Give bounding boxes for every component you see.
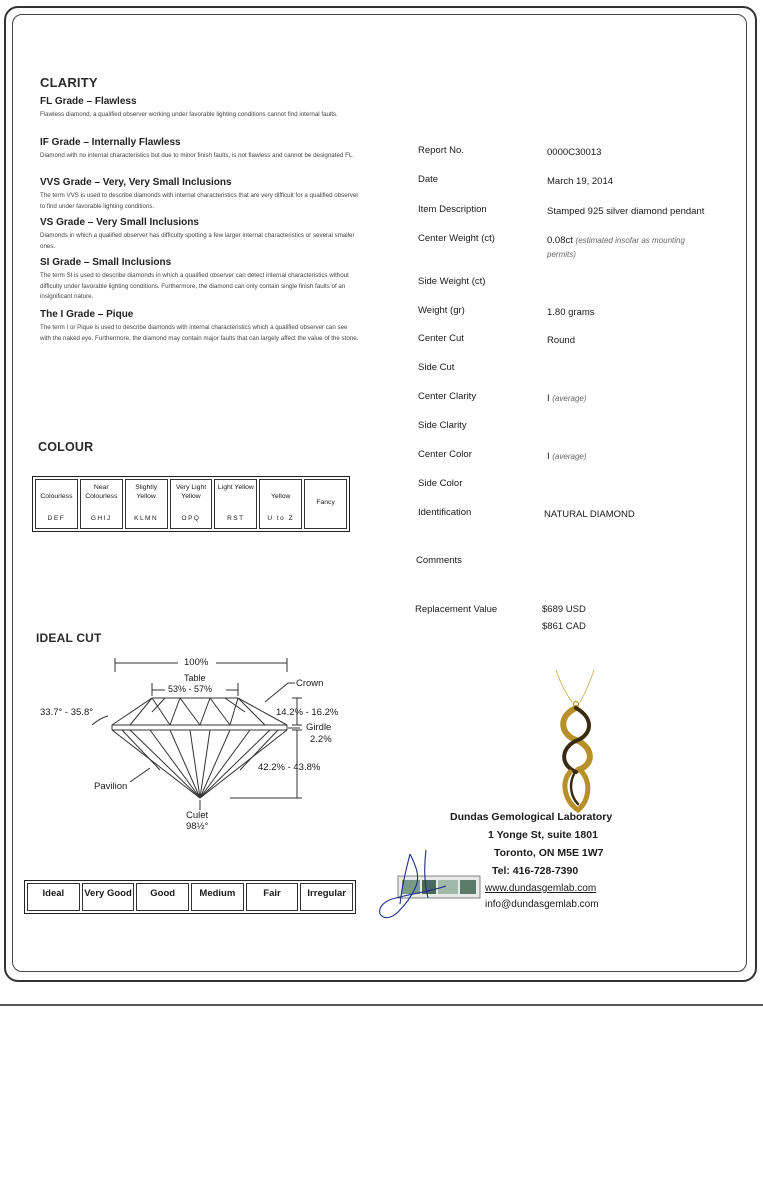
grade-if-heading: IF Grade – Internally Flawless <box>40 137 181 148</box>
grade-vvs-text: The term VVS is used to describe diamonds with internal characteristics that are very difficult for a qualified observer to find under favorable lighting conditions. <box>40 192 359 210</box>
colour-cell-name: Yellow <box>271 493 291 500</box>
cut-grade-irregular: Irregular <box>300 883 353 911</box>
lab-phone: Tel: 416-728-7390 <box>492 865 579 877</box>
cut-grade-ideal: Ideal <box>27 883 80 911</box>
colour-cell-code: U to Z <box>267 515 295 522</box>
cut-grade-fair: Fair <box>246 883 299 911</box>
lab-address-2: Toronto, ON M5E 1W7 <box>494 847 604 859</box>
colour-cell-fancy <box>304 479 347 529</box>
grade-i-text: The term I or Pique is used to describe diamonds with internal characteristics which a qualified observer can see with the naked eye. Furthermore, the diamond may contain major faults that can largely affect the value of the stone. <box>40 324 359 342</box>
field-value-replacement-cad: $861 CAD <box>542 621 586 632</box>
cut-girdle-label: Girdle <box>306 722 332 733</box>
colour-cell-code: GHIJ <box>90 515 112 522</box>
colour-cell-code: KLMN <box>134 515 159 522</box>
field-label: Center Cut <box>418 333 464 344</box>
grade-i-heading: The I Grade – Pique <box>40 309 134 320</box>
field-label: Replacement Value <box>415 604 498 615</box>
ideal-cut-title: IDEAL CUT <box>36 631 102 645</box>
field-value-weight: 1.80 grams <box>547 307 595 318</box>
center-weight-value: 0.08ct <box>547 235 573 246</box>
center-weight-note: (estimated insofar as mounting permits) <box>547 236 685 259</box>
field-value-identification: NATURAL DIAMOND <box>544 509 635 520</box>
colour-cell-code: RST <box>227 515 245 522</box>
cut-crown-height: 14.2% - 16.2% <box>276 707 339 718</box>
colour-cell-name: Near Colourless <box>85 484 118 500</box>
center-clarity-note: (average) <box>552 394 587 403</box>
field-value-center-color <box>547 451 587 462</box>
lab-address-1: 1 Yonge St, suite 1801 <box>488 829 598 841</box>
grade-vvs-heading: VVS Grade – Very, Very Small Inclusions <box>40 177 232 188</box>
colour-cell-name: Light Yellow <box>217 484 254 491</box>
field-label: Weight (gr) <box>418 305 465 316</box>
grade-fl-text: Flawless diamond, a qualified observer working under favorable lighting conditions cannot find internal faults. <box>40 111 338 118</box>
cut-table-label: Table <box>184 673 206 683</box>
cut-table-range: 53% - 57% <box>168 684 213 694</box>
lab-email: info@dundasgemlab.com <box>485 899 599 910</box>
field-label: Side Color <box>418 478 463 489</box>
colour-cell-name: Fancy <box>316 499 335 506</box>
lab-website-link[interactable]: www.dundasgemlab.com <box>485 883 597 894</box>
field-value-center-clarity <box>547 393 587 404</box>
cut-grade-medium: Medium <box>191 883 244 911</box>
field-label: Item Description <box>418 204 487 215</box>
grade-vs-heading: VS Grade – Very Small Inclusions <box>40 217 199 228</box>
colour-title: COLOUR <box>38 440 94 454</box>
colour-cell-light-yellow <box>214 479 257 529</box>
field-value-date: March 19, 2014 <box>547 176 614 187</box>
cut-pavilion-depth: 42.2% - 43.8% <box>258 762 321 773</box>
cut-culet-value: 98½° <box>186 821 209 832</box>
grade-si-heading: SI Grade – Small Inclusions <box>40 257 172 268</box>
center-clarity-value: I <box>547 393 550 404</box>
grade-vs-text: Diamonds in which a qualified observer has difficulty spotting a few larger internal characteristics or several smaller ones. <box>40 232 355 250</box>
cut-grade-good: Good <box>136 883 189 911</box>
lab-name: Dundas Gemological Laboratory <box>450 811 613 823</box>
colour-cell-name: Slightly Yellow <box>135 484 158 500</box>
colour-cell-very-light-yellow <box>170 479 213 529</box>
cut-girdle-value: 2.2% <box>310 734 332 745</box>
colour-scale-table <box>32 476 350 532</box>
field-label: Report No. <box>418 145 464 156</box>
field-value-replacement-usd: $689 USD <box>542 604 586 615</box>
field-value-item-description: Stamped 925 silver diamond pendant <box>547 206 705 217</box>
field-label: Side Clarity <box>418 420 467 431</box>
grade-fl-heading: FL Grade – Flawless <box>40 96 137 107</box>
grade-if-text: Diamond with no internal characteristics but due to minor finish faults, is not flawless and cannot be designated FL. <box>40 152 355 159</box>
cut-grade-table <box>24 880 356 914</box>
colour-cell-name: Very Light Yellow <box>175 484 207 500</box>
field-value-center-cut: Round <box>547 335 575 346</box>
signature-seal <box>376 846 486 926</box>
colour-cell-code: DEF <box>47 515 66 522</box>
field-label: Identification <box>418 507 472 518</box>
field-label: Date <box>418 174 439 185</box>
field-value-report-no: 0000C30013 <box>547 147 602 158</box>
field-label: Side Cut <box>418 362 455 373</box>
center-color-note: (average) <box>552 452 587 461</box>
center-color-value: I <box>547 451 550 462</box>
grade-si-text: The term SI is used to describe diamonds in which a qualified observer can detect internal characteristics without difficulty under favorable lighting conditions. Furthermore, the diamond can only contain single finish faults of an insignificant nature. <box>40 272 349 300</box>
field-value-center-weight <box>547 234 697 262</box>
colour-cell-near-colourless <box>80 479 123 529</box>
cut-pavilion-label: Pavilion <box>94 781 128 792</box>
page-bottom-rule <box>0 1004 763 1006</box>
colour-cell-colourless <box>35 479 78 529</box>
field-label: Side Weight (ct) <box>418 276 486 287</box>
field-label: Center Color <box>418 449 472 460</box>
pendant-image <box>548 668 610 816</box>
cut-culet-label: Culet <box>186 810 209 821</box>
colour-cell-slightly-yellow <box>125 479 168 529</box>
cut-total-label: 100% <box>184 657 209 668</box>
field-label: Center Weight (ct) <box>418 233 495 244</box>
colour-cell-yellow <box>259 479 302 529</box>
cut-grade-very-good: Very Good <box>82 883 135 911</box>
cut-crown-angle: 33.7° - 35.8° <box>40 707 94 718</box>
clarity-title: CLARITY <box>40 75 98 90</box>
colour-cell-name: Colourless <box>40 493 73 500</box>
colour-cell-code: OPQ <box>181 515 201 522</box>
field-label: Comments <box>416 555 462 566</box>
field-label: Center Clarity <box>418 391 477 402</box>
cut-crown-label: Crown <box>296 678 324 689</box>
